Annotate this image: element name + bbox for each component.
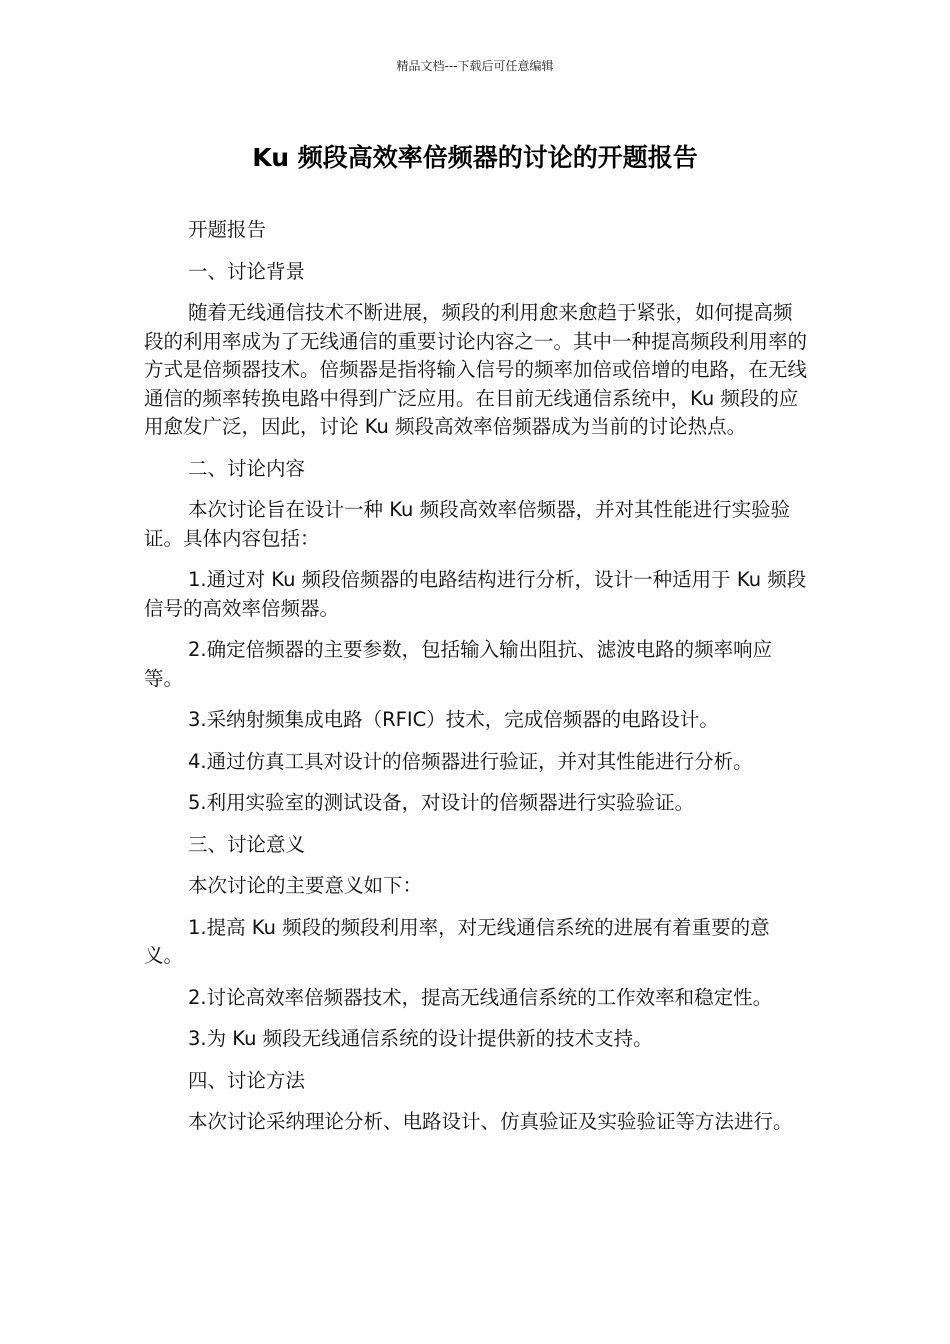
paragraph-content-intro: 本次讨论旨在设计一种 Ku 频段高效率倍频器，并对其性能进行实验验证。具体内容包括： (144, 498, 791, 550)
list-item-content-5: 5.利用实验室的测试设备，对设计的倍频器进行实验验证。 (188, 791, 695, 814)
paragraph-background: 随着无线通信技术不断进展，频段的利用愈来愈趋于紧张，如何提高频段的利用率成为了无线通信的重要讨论内容之一。其中一种提高频段利用率的方式是倍频器技术。倍频器是指将输入信号的频率加倍或倍增的电路，在无线通信的频率转换电路中得到广泛应用。在目前无线通信系统中，Ku 频段的应用愈发广泛，因此，讨论 Ku 频段高效率倍频器成为当前的讨论热点。 (144, 301, 808, 438)
document-body (144, 216, 808, 1150)
list-item-significance-1: 1.提高 Ku 频段的频段利用率，对无线通信系统的进展有着重要的意义。 (144, 915, 770, 967)
list-item-significance-2: 2.讨论高效率倍频器技术，提高无线通信系统的工作效率和稳定性。 (188, 985, 773, 1009)
section-heading-content: 二、讨论内容 (188, 456, 306, 480)
section-heading-background: 一、讨论背景 (188, 259, 306, 283)
list-item-significance-3: 3.为 Ku 频段无线通信系统的设计提供新的技术支持。 (188, 1027, 653, 1050)
list-item-content-2: 2.确定倍频器的主要参数，包括输入输出阻抗、滤波电路的频率响应等。 (144, 638, 773, 690)
list-item-content-4: 4.通过仿真工具对设计的倍频器进行验证，并对其性能进行分析。 (188, 749, 753, 773)
paragraph-report-label: 开题报告 (188, 218, 267, 241)
section-heading-method: 四、讨论方法 (188, 1068, 306, 1092)
document-title: Ku 频段高效率倍频器的讨论的开题报告 (252, 143, 698, 172)
list-item-content-1: 1.通过对 Ku 频段倍频器的电路结构进行分析，设计一种适用于 Ku 频段信号的高效率倍频器。 (144, 568, 807, 620)
paragraph-significance-intro: 本次讨论的主要意义如下： (188, 874, 423, 897)
section-heading-significance: 三、讨论意义 (188, 832, 306, 856)
header-note: 精品文档---下载后可任意编辑 (396, 59, 554, 73)
list-item-content-3: 3.采纳射频集成电路（RFIC）技术，完成倍频器的电路设计。 (188, 708, 719, 731)
paragraph-method: 本次讨论采纳理论分析、电路设计、仿真验证及实验验证等方法进行。 (188, 1110, 793, 1133)
